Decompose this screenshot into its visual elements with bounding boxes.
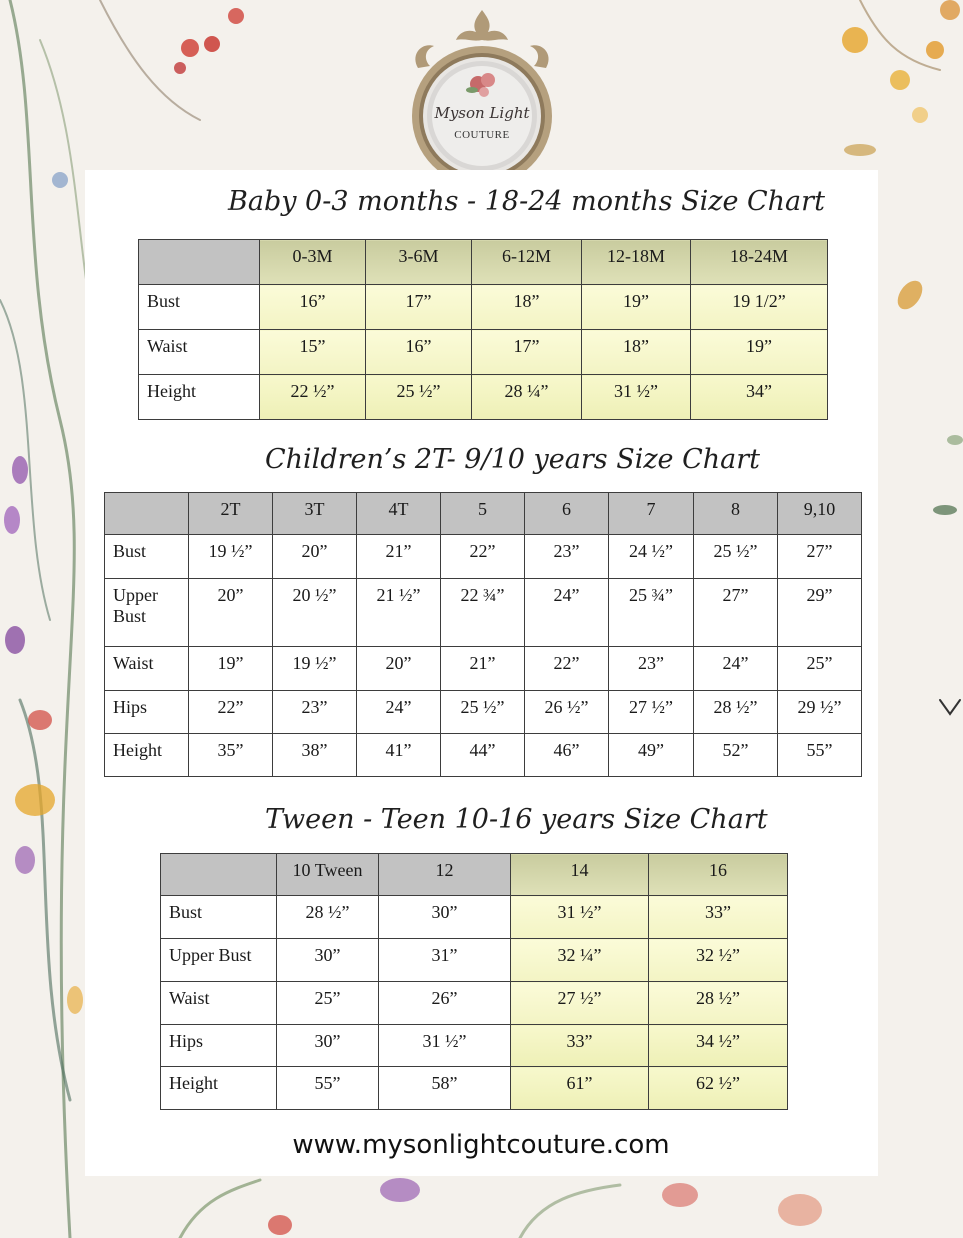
row-label: Bust — [139, 285, 260, 330]
table-cell: 19” — [189, 647, 273, 691]
table-cell: 23” — [273, 691, 357, 734]
column-header: 8 — [694, 493, 778, 535]
table-cell: 28 ½” — [694, 691, 778, 734]
corner-cell — [139, 240, 260, 285]
table-cell: 38” — [273, 734, 357, 777]
logo-subtext: COUTURE — [454, 129, 510, 141]
table-cell: 25 ½” — [366, 375, 472, 420]
table-cell: 20” — [273, 535, 357, 579]
table-row — [161, 1025, 788, 1067]
table-row — [105, 579, 862, 647]
table-cell: 24” — [694, 647, 778, 691]
table-cell: 24 ½” — [609, 535, 694, 579]
table-cell: 28 ¼” — [472, 375, 582, 420]
column-header: 3T — [273, 493, 357, 535]
table-cell: 22” — [525, 647, 609, 691]
table-row — [105, 734, 862, 777]
corner-cell — [105, 493, 189, 535]
table-cell: 15” — [260, 330, 366, 375]
row-label: Hips — [161, 1025, 277, 1067]
column-header: 12-18M — [582, 240, 691, 285]
table-cell: 19 1/2” — [691, 285, 828, 330]
table-cell: 34 ½” — [649, 1025, 788, 1067]
table-cell: 21 ½” — [357, 579, 441, 647]
table-cell: 25 ½” — [441, 691, 525, 734]
table-cell: 17” — [366, 285, 472, 330]
table-cell: 19” — [582, 285, 691, 330]
table-cell: 61” — [511, 1067, 649, 1110]
table-cell: 55” — [277, 1067, 379, 1110]
table-cell: 19 ½” — [189, 535, 273, 579]
row-label: Height — [105, 734, 189, 777]
table-cell: 22 ¾” — [441, 579, 525, 647]
table-row — [105, 691, 862, 734]
table-cell: 23” — [525, 535, 609, 579]
table-cell: 30” — [277, 1025, 379, 1067]
table-cell: 46” — [525, 734, 609, 777]
table-cell: 21” — [441, 647, 525, 691]
table-row — [139, 330, 828, 375]
table-cell: 18” — [472, 285, 582, 330]
table-cell: 25 ¾” — [609, 579, 694, 647]
table-cell: 16” — [260, 285, 366, 330]
row-label: Waist — [161, 982, 277, 1025]
table-cell: 33” — [649, 896, 788, 939]
table-cell: 17” — [472, 330, 582, 375]
table-cell: 29” — [778, 579, 862, 647]
table-cell: 29 ½” — [778, 691, 862, 734]
column-header: 3-6M — [366, 240, 472, 285]
column-header: 16 — [649, 854, 788, 896]
table-cell: 23” — [609, 647, 694, 691]
row-label: Waist — [105, 647, 189, 691]
table-cell: 62 ½” — [649, 1067, 788, 1110]
table-cell: 19” — [691, 330, 828, 375]
row-label: Upper Bust — [161, 939, 277, 982]
logo-script-text: Myson Light — [434, 104, 530, 122]
table-cell: 44” — [441, 734, 525, 777]
table-cell: 20” — [189, 579, 273, 647]
baby-size-table — [138, 239, 828, 420]
column-header: 18-24M — [691, 240, 828, 285]
table-cell: 19 ½” — [273, 647, 357, 691]
table-row — [139, 285, 828, 330]
column-header: 6-12M — [472, 240, 582, 285]
table-row — [105, 647, 862, 691]
row-label: Waist — [139, 330, 260, 375]
table-cell: 25” — [778, 647, 862, 691]
table-cell: 20” — [357, 647, 441, 691]
table-cell: 27” — [778, 535, 862, 579]
table-row — [161, 982, 788, 1025]
table-cell: 22” — [441, 535, 525, 579]
column-header: 5 — [441, 493, 525, 535]
table-header-row — [139, 240, 828, 285]
column-header: 7 — [609, 493, 694, 535]
column-header: 4T — [357, 493, 441, 535]
column-header: 0-3M — [260, 240, 366, 285]
row-label: Hips — [105, 691, 189, 734]
table-cell: 27 ½” — [511, 982, 649, 1025]
table-cell: 35” — [189, 734, 273, 777]
corner-cell — [161, 854, 277, 896]
table-cell: 16” — [366, 330, 472, 375]
table-cell: 26 ½” — [525, 691, 609, 734]
table-cell: 24” — [357, 691, 441, 734]
table-cell: 34” — [691, 375, 828, 420]
table-cell: 32 ¼” — [511, 939, 649, 982]
table-cell: 58” — [379, 1067, 511, 1110]
table-cell: 25” — [277, 982, 379, 1025]
column-header: 14 — [511, 854, 649, 896]
table-cell: 55” — [778, 734, 862, 777]
table-cell: 33” — [511, 1025, 649, 1067]
tween-size-table — [160, 853, 788, 1110]
table-cell: 25 ½” — [694, 535, 778, 579]
column-header: 10 Tween — [277, 854, 379, 896]
row-label: Height — [139, 375, 260, 420]
column-header: 12 — [379, 854, 511, 896]
table-header-row — [161, 854, 788, 896]
table-cell: 28 ½” — [277, 896, 379, 939]
table-cell: 28 ½” — [649, 982, 788, 1025]
column-header: 9,10 — [778, 493, 862, 535]
website-url: www.mysonlightcouture.com — [292, 1130, 670, 1160]
table-cell: 18” — [582, 330, 691, 375]
table-header-row — [105, 493, 862, 535]
row-label: Bust — [105, 535, 189, 579]
table-cell: 31 ½” — [582, 375, 691, 420]
table-cell: 20 ½” — [273, 579, 357, 647]
ornate-frame-icon — [408, 8, 556, 190]
table-cell: 21” — [357, 535, 441, 579]
column-header: 6 — [525, 493, 609, 535]
baby-chart-title: Baby 0-3 months - 18-24 months Size Chart — [228, 186, 825, 217]
brand-logo — [408, 8, 556, 190]
table-cell: 49” — [609, 734, 694, 777]
table-cell: 30” — [277, 939, 379, 982]
table-cell: 22” — [189, 691, 273, 734]
children-size-table — [104, 492, 862, 777]
children-chart-title: Children’s 2T- 9/10 years Size Chart — [265, 444, 761, 475]
row-label: Height — [161, 1067, 277, 1110]
table-row — [161, 939, 788, 982]
table-row — [161, 1067, 788, 1110]
table-cell: 31 ½” — [511, 896, 649, 939]
column-header: 2T — [189, 493, 273, 535]
table-cell: 32 ½” — [649, 939, 788, 982]
table-row — [139, 375, 828, 420]
table-row — [105, 535, 862, 579]
table-cell: 31” — [379, 939, 511, 982]
table-cell: 22 ½” — [260, 375, 366, 420]
row-label: Upper Bust — [105, 579, 189, 647]
table-cell: 30” — [379, 896, 511, 939]
tween-chart-title: Tween - Teen 10-16 years Size Chart — [265, 804, 768, 835]
row-label: Bust — [161, 896, 277, 939]
table-row — [161, 896, 788, 939]
table-cell: 31 ½” — [379, 1025, 511, 1067]
table-cell: 24” — [525, 579, 609, 647]
table-cell: 41” — [357, 734, 441, 777]
table-cell: 52” — [694, 734, 778, 777]
table-cell: 26” — [379, 982, 511, 1025]
table-cell: 27” — [694, 579, 778, 647]
table-cell: 27 ½” — [609, 691, 694, 734]
